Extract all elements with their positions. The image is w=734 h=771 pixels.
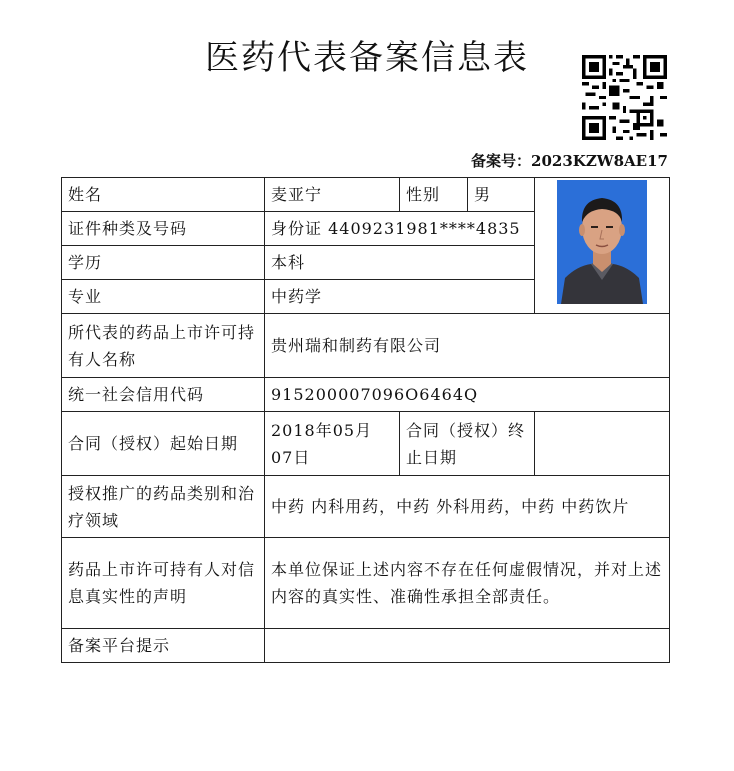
education-label: 学历	[62, 246, 265, 280]
contract-end-label: 合同（授权）终止日期	[400, 412, 535, 476]
name-value: 麦亚宁	[265, 178, 400, 212]
id-doc-label: 证件种类及号码	[62, 212, 265, 246]
license-holder-value: 贵州瑞和制药有限公司	[265, 314, 670, 378]
major-value: 中药学	[265, 280, 535, 314]
name-label: 姓名	[62, 178, 265, 212]
row-credit-code	[62, 378, 670, 412]
platform-tip-value	[265, 629, 670, 663]
major-label: 专业	[62, 280, 265, 314]
declaration-value: 本单位保证上述内容不存在任何虚假情况，并对上述内容的真实性、准确性承担全部责任。	[265, 538, 670, 629]
id-doc-value: 身份证 4409231981****4835	[265, 212, 535, 246]
contract-start-value: 2018年05月07日	[265, 412, 400, 476]
row-declaration	[62, 538, 670, 629]
row-name	[62, 178, 670, 212]
filing-number: 备案号：2023KZW8AE17	[471, 152, 668, 170]
platform-tip-label: 备案平台提示	[62, 629, 265, 663]
gender-value: 男	[468, 178, 535, 212]
row-contract	[62, 412, 670, 476]
category-value: 中药 内科用药，中药 外科用药，中药 中药饮片	[265, 476, 670, 538]
contract-end-value	[535, 412, 670, 476]
row-license-holder	[62, 314, 670, 378]
avatar	[557, 180, 647, 304]
row-category	[62, 476, 670, 538]
education-value: 本科	[265, 246, 535, 280]
page-title: 医药代表备案信息表	[205, 38, 529, 78]
credit-code-label: 统一社会信用代码	[62, 378, 265, 412]
filing-form-table	[61, 177, 670, 663]
row-platform-tip	[62, 629, 670, 663]
license-holder-label: 所代表的药品上市许可持有人名称	[62, 314, 265, 378]
credit-code-value: 915200007096O6464Q	[265, 378, 670, 412]
contract-start-label: 合同（授权）起始日期	[62, 412, 265, 476]
category-label: 授权推广的药品类别和治疗领域	[62, 476, 265, 538]
photo-cell	[535, 178, 670, 314]
gender-label: 性别	[400, 178, 468, 212]
qr-code-icon	[582, 55, 667, 140]
declaration-label: 药品上市许可持有人对信息真实性的声明	[62, 538, 265, 629]
